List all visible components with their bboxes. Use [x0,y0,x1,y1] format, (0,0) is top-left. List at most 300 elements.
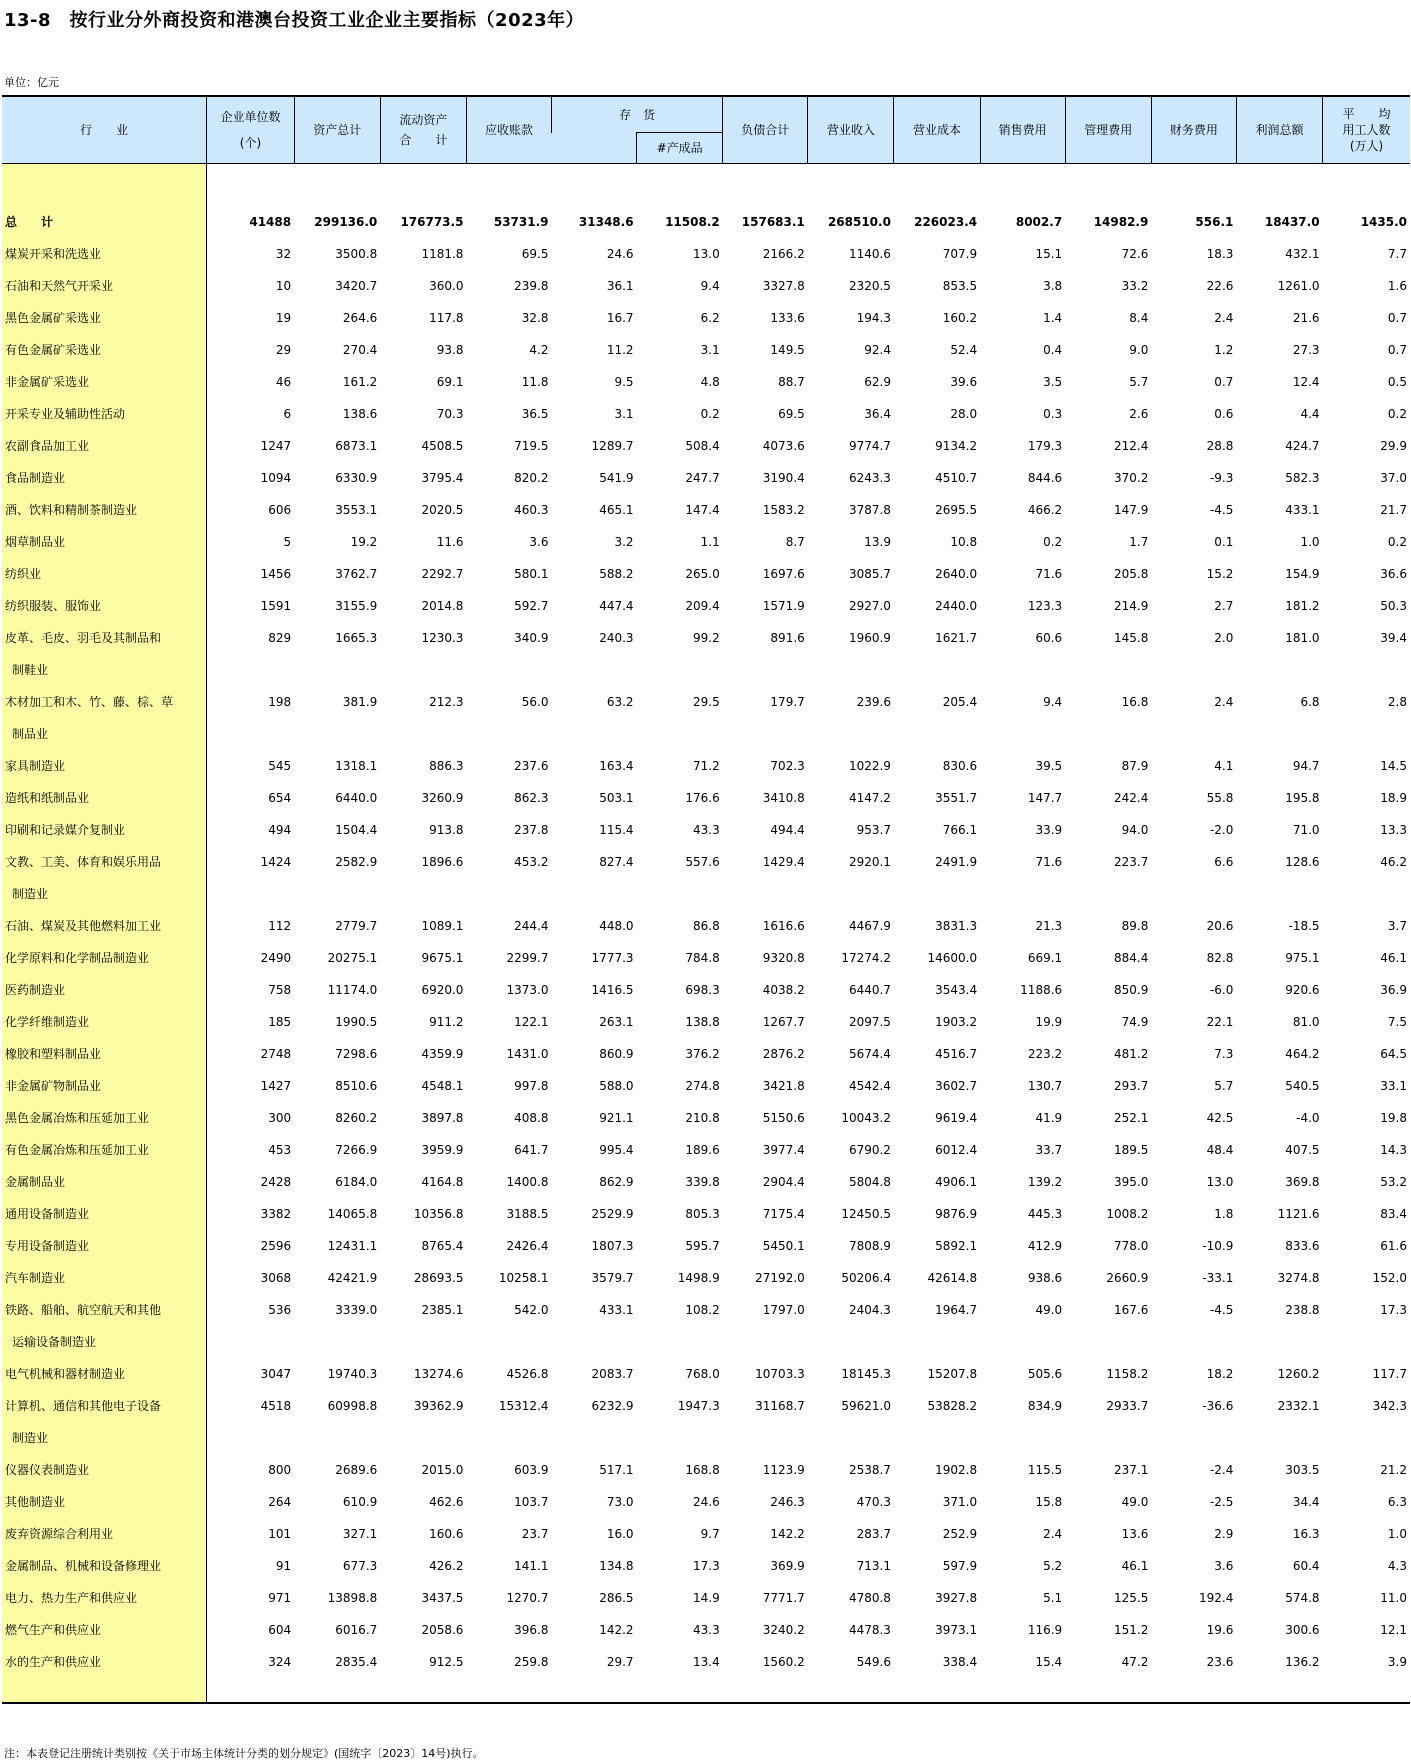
empty-cell [894,870,980,902]
spacer-cell [1065,164,1151,199]
industry-name-cell: 汽车制造业 [2,1254,207,1286]
value-cell: 283.7 [856,1527,891,1541]
empty-cell [637,710,723,742]
value-cell: 134.8 [599,1559,634,1573]
value-cell: 3240.2 [762,1623,805,1637]
table-row-continuation [2,646,1410,678]
value-cell: 503.1 [599,791,634,805]
value-cell: 34.4 [1292,1495,1320,1509]
value-cell: 0.4 [1043,343,1063,357]
value-cell: 16.0 [606,1527,634,1541]
value-cell: 160.6 [429,1527,464,1541]
value-cell: 1990.5 [335,1015,378,1029]
value-cell: 371.0 [942,1495,978,1509]
value-cell: 805.3 [685,1207,720,1221]
value-cell: 6232.9 [591,1399,634,1413]
value-cell: 5450.1 [762,1239,805,1253]
value-cell: 2529.9 [591,1207,634,1221]
value-cell: 768.0 [685,1367,720,1381]
value-cell: 0.2 [700,407,720,421]
value-cell: 13.3 [1380,823,1407,837]
value-cell: 1777.3 [591,951,634,965]
value-cell: 610.9 [342,1495,378,1509]
value-cell: 595.7 [685,1239,720,1253]
empty-cell [723,710,808,742]
value-cell: 1416.5 [591,983,634,997]
value-cell: 6790.2 [848,1143,891,1157]
value-cell: 39.5 [1035,759,1063,773]
value-cell: 1960.9 [848,631,891,645]
industry-name-cell: 仪器仪表制造业 [2,1446,207,1478]
value-cell: 18.9 [1380,791,1407,805]
value-cell: 145.8 [1113,631,1149,645]
value-cell: 22.1 [1206,1015,1234,1029]
table-row [2,390,1410,422]
value-cell: 464.2 [1285,1047,1320,1061]
value-cell: 517.1 [599,1463,634,1477]
value-cell: 10 [275,279,292,293]
value-cell: 997.8 [514,1079,549,1093]
value-cell: 2292.7 [421,567,464,581]
value-cell: 48.4 [1206,1143,1234,1157]
value-cell: 2596 [260,1239,292,1253]
value-cell: 6440.0 [335,791,378,805]
value-cell: 3897.8 [421,1111,464,1125]
industry-name-cell: 金属制品业 [2,1158,207,1190]
value-cell: 33.7 [1035,1143,1063,1157]
value-cell: 582.3 [1285,471,1320,485]
value-cell: 536 [268,1303,292,1317]
value-cell: 3602.7 [935,1079,978,1093]
value-cell: 719.5 [514,439,549,453]
value-cell: 1.6 [1387,279,1407,293]
value-cell: 23.7 [521,1527,549,1541]
industry-name-cell: 废弃资源综合利用业 [2,1510,207,1542]
value-cell: 1903.2 [935,1015,978,1029]
total-row [2,198,1410,230]
value-cell: 1947.3 [677,1399,720,1413]
value-cell: 303.5 [1285,1463,1320,1477]
empty-cell [552,1414,637,1446]
value-cell: 244.4 [514,919,549,933]
table-row [2,1510,1410,1542]
value-cell: 115.4 [599,823,634,837]
value-cell: 4780.8 [848,1591,891,1605]
value-cell: 136.2 [1285,1655,1320,1669]
value-cell: 481.2 [1113,1047,1149,1061]
industry-name-cell: 有色金属矿采选业 [2,326,207,358]
header-revenue: 营业收入 [808,96,894,164]
value-cell: 3339.0 [335,1303,378,1317]
empty-cell [380,1318,466,1350]
value-cell: 214.9 [1113,599,1149,613]
value-cell: 147.4 [685,503,720,517]
value-cell: 448.0 [599,919,634,933]
end-cell [1236,1670,1322,1703]
value-cell: 15312.4 [498,1399,549,1413]
indicator-table-container [2,95,1410,1704]
value-cell: 3.2 [614,535,634,549]
value-cell: 0.2 [1387,407,1407,421]
value-cell: 53731.9 [493,215,549,229]
header-admin-expenses: 管理费用 [1065,96,1151,164]
value-cell: 70.3 [436,407,464,421]
spacer-cell [380,164,466,199]
value-cell: 6.3 [1387,1495,1407,1509]
value-cell: 89.8 [1121,919,1149,933]
value-cell: 9876.9 [935,1207,978,1221]
value-cell: 2.6 [1129,407,1149,421]
value-cell: 4467.9 [848,919,891,933]
empty-cell [1151,1318,1236,1350]
value-cell: 542.0 [514,1303,549,1317]
value-cell: 2538.7 [848,1463,891,1477]
empty-cell [894,710,980,742]
value-cell: 3068 [260,1271,292,1285]
empty-cell [723,870,808,902]
value-cell: 17274.2 [841,951,891,965]
value-cell: 17.3 [1380,1303,1407,1317]
value-cell: 853.5 [942,279,978,293]
value-cell: 1181.8 [421,247,464,261]
value-cell: 46.1 [1380,951,1407,965]
value-cell: -2.5 [1209,1495,1234,1509]
value-cell: 3260.9 [421,791,464,805]
value-cell: 23.6 [1206,1655,1234,1669]
value-cell: 1140.6 [848,247,891,261]
value-cell: 14.9 [693,1591,720,1605]
value-cell: 189.6 [685,1143,720,1157]
value-cell: 1456 [260,567,292,581]
value-cell: 2299.7 [506,951,549,965]
value-cell: 6873.1 [335,439,378,453]
value-cell: 69.5 [778,407,805,421]
value-cell: 886.3 [429,759,464,773]
value-cell: 342.3 [1372,1399,1407,1413]
value-cell: 36.9 [1380,983,1407,997]
value-cell: 46.1 [1121,1559,1149,1573]
empty-cell [808,1414,894,1446]
value-cell: 975.1 [1285,951,1320,965]
value-cell: 181.0 [1285,631,1320,645]
value-cell: 2058.6 [421,1623,464,1637]
value-cell: 3382 [260,1207,292,1221]
industry-name-cell: 农副食品加工业 [2,422,207,454]
industry-name-cell: 石油和天然气开采业 [2,262,207,294]
industry-name-cell: 黑色金属矿采选业 [2,294,207,326]
empty-cell [380,710,466,742]
empty-cell [466,870,551,902]
value-cell: 778.0 [1113,1239,1149,1253]
empty-cell [894,1318,980,1350]
empty-cell [1323,870,1410,902]
value-cell: 2920.1 [848,855,891,869]
header-inventory: 存 货 [552,96,723,133]
value-cell: 179.3 [1027,439,1063,453]
value-cell: 827.4 [599,855,634,869]
value-cell: 2385.1 [421,1303,464,1317]
value-cell: 286.5 [599,1591,634,1605]
end-cell [380,1670,466,1703]
value-cell: 829 [268,631,292,645]
value-cell: 9.7 [700,1527,720,1541]
value-cell: 2.8 [1387,695,1407,709]
value-cell: 142.2 [770,1527,805,1541]
value-cell: 238.8 [1285,1303,1320,1317]
value-cell: 4516.7 [935,1047,978,1061]
table-row [2,1382,1410,1414]
value-cell: 2582.9 [335,855,378,869]
value-cell: 884.4 [1113,951,1149,965]
value-cell: 2440.0 [935,599,978,613]
value-cell: 259.8 [514,1655,549,1669]
value-cell: 2748 [260,1047,292,1061]
value-cell: 37.0 [1380,471,1407,485]
value-cell: 713.1 [856,1559,891,1573]
value-cell: 557.6 [685,855,720,869]
value-cell: 433.1 [599,1303,634,1317]
value-cell: 15.4 [1035,1655,1063,1669]
value-cell: 3977.4 [762,1143,805,1157]
value-cell: 707.9 [942,247,978,261]
value-cell: 4359.9 [421,1047,464,1061]
value-cell: 138.8 [685,1015,720,1029]
value-cell: 42421.9 [327,1271,378,1285]
value-cell: 50.3 [1380,599,1407,613]
value-cell: 541.9 [599,471,634,485]
value-cell: 73.0 [606,1495,634,1509]
industry-name-cell: 橡胶和塑料制品业 [2,1030,207,1062]
empty-cell [207,870,294,902]
value-cell: 154.9 [1285,567,1320,581]
value-cell: 432.1 [1285,247,1320,261]
table-row-continuation [2,1318,1410,1350]
industry-name-continuation: 制品业 [2,710,207,742]
value-cell: 13898.8 [327,1591,378,1605]
value-cell: 41.9 [1035,1111,1063,1125]
empty-cell [1065,870,1151,902]
value-cell: -2.0 [1209,823,1234,837]
value-cell: 1.4 [1043,311,1063,325]
value-cell: 698.3 [685,983,720,997]
value-cell: 588.0 [599,1079,634,1093]
value-cell: 844.6 [1027,471,1063,485]
value-cell: -36.6 [1202,1399,1234,1413]
header-finished-goods: #产成品 [637,133,723,164]
industry-name-cell: 金属制品、机械和设备修理业 [2,1542,207,1574]
value-cell: 433.1 [1285,503,1320,517]
value-cell: 19.9 [1035,1015,1063,1029]
value-cell: 117.7 [1372,1367,1407,1381]
value-cell: 702.3 [770,759,805,773]
value-cell: 494.4 [770,823,805,837]
industry-name-cell: 食品制造业 [2,454,207,486]
value-cell: 4.2 [529,343,549,357]
value-cell: 1089.1 [421,919,464,933]
value-cell: 2.7 [1214,599,1234,613]
value-cell: 654 [268,791,292,805]
value-cell: 1571.9 [762,599,805,613]
value-cell: 370.2 [1113,471,1149,485]
spacer-cell [894,164,980,199]
value-cell: 4.1 [1214,759,1234,773]
value-cell: 103.7 [514,1495,549,1509]
end-cell [552,1670,637,1703]
value-cell: 20.6 [1206,919,1234,933]
value-cell: 117.8 [429,311,464,325]
table-row [2,358,1410,390]
industry-name-cell: 非金属矿采选业 [2,358,207,390]
value-cell: 21.7 [1380,503,1407,517]
value-cell: 2428 [260,1175,292,1189]
table-row [2,1286,1410,1318]
value-cell: 938.6 [1027,1271,1063,1285]
end-cell [637,1670,723,1703]
value-cell: 39362.9 [413,1399,464,1413]
value-cell: 6 [283,407,292,421]
table-row [2,1446,1410,1478]
value-cell: 53828.2 [927,1399,978,1413]
value-cell: 588.2 [599,567,634,581]
value-cell: 2020.5 [421,503,464,517]
value-cell: 1121.6 [1277,1207,1320,1221]
value-cell: 8.7 [785,535,805,549]
empty-cell [808,646,894,678]
industry-name-cell: 专用设备制造业 [2,1222,207,1254]
value-cell: 465.1 [599,503,634,517]
value-cell: 5804.8 [848,1175,891,1189]
value-cell: 830.6 [942,759,978,773]
value-cell: 953.7 [856,823,891,837]
empty-cell [1151,1414,1236,1446]
industry-name-cell: 化学原料和化学制品制造业 [2,934,207,966]
value-cell: 369.8 [1285,1175,1320,1189]
empty-cell [1323,1318,1410,1350]
value-cell: 209.4 [685,599,720,613]
end-cell [980,1670,1065,1703]
value-cell: 5 [283,535,292,549]
empty-cell [1323,646,1410,678]
value-cell: 7.5 [1387,1015,1407,1029]
value-cell: 39.6 [950,375,978,389]
empty-cell [723,646,808,678]
value-cell: 1094 [260,471,292,485]
value-cell: 4147.2 [848,791,891,805]
value-cell: 138.6 [342,407,378,421]
industry-name-cell: 电力、热力生产和供应业 [2,1574,207,1606]
value-cell: -10.9 [1202,1239,1234,1253]
value-cell: 300.6 [1285,1623,1320,1637]
value-cell: 4510.7 [935,471,978,485]
value-cell: 29.9 [1380,439,1407,453]
value-cell: 157683.1 [741,215,805,229]
value-cell: 53.2 [1380,1175,1407,1189]
value-cell: 1.1 [700,535,720,549]
value-cell: 11.0 [1380,1591,1407,1605]
value-cell: 5.7 [1129,375,1149,389]
spacer-cell [808,164,894,199]
value-cell: 49.0 [1035,1303,1063,1317]
table-row [2,1606,1410,1638]
empty-cell [1236,710,1322,742]
spacer-row [2,164,1410,199]
industry-name-cell: 黑色金属冶炼和压延加工业 [2,1094,207,1126]
value-cell: 1022.9 [848,759,891,773]
value-cell: 36.5 [521,407,549,421]
value-cell: 3795.4 [421,471,464,485]
value-cell: 36.1 [606,279,634,293]
table-row [2,1350,1410,1382]
value-cell: 10.8 [950,535,978,549]
value-cell: 24.6 [693,1495,720,1509]
value-cell: 592.7 [514,599,549,613]
table-end-row [2,1670,1410,1703]
value-cell: 2097.5 [848,1015,891,1029]
value-cell: 1424 [260,855,292,869]
industry-name-cell: 其他制造业 [2,1478,207,1510]
value-cell: 2689.6 [335,1463,378,1477]
value-cell: 3421.8 [762,1079,805,1093]
spacer-cell [207,164,294,199]
value-cell: 42614.8 [927,1271,978,1285]
header-unit-count: 企业单位数 (个) [207,96,294,164]
value-cell: 360.0 [429,279,464,293]
spacer-cell [466,164,551,199]
table-row [2,1478,1410,1510]
value-cell: 212.3 [429,695,464,709]
value-cell: 71.0 [1292,823,1320,837]
end-cell [207,1670,294,1703]
value-cell: 22.6 [1206,279,1234,293]
value-cell: 0.2 [1387,535,1407,549]
value-cell: 142.2 [599,1623,634,1637]
spacer-cell [2,164,207,199]
empty-cell [552,1318,637,1350]
value-cell: 99.2 [693,631,720,645]
value-cell: 3085.7 [848,567,891,581]
industry-name-continuation: 制造业 [2,1414,207,1446]
value-cell: 9134.2 [935,439,978,453]
value-cell: 327.1 [342,1527,378,1541]
value-cell: 2.4 [1214,311,1234,325]
table-row [2,1190,1410,1222]
value-cell: 87.9 [1121,759,1149,773]
empty-cell [466,1414,551,1446]
value-cell: 1498.9 [677,1271,720,1285]
industry-name-cell: 纺织业 [2,550,207,582]
value-cell: 3500.8 [335,247,378,261]
value-cell: 4038.2 [762,983,805,997]
industry-name-cell: 家具制造业 [2,742,207,774]
empty-cell [380,1414,466,1446]
value-cell: 6.2 [700,311,720,325]
value-cell: 5.1 [1043,1591,1063,1605]
end-cell [808,1670,894,1703]
value-cell: -4.5 [1209,503,1234,517]
value-cell: 29.7 [606,1655,634,1669]
value-cell: 912.5 [429,1655,464,1669]
industry-name-cell: 木材加工和木、竹、藤、棕、草 [2,678,207,710]
industry-name-cell: 医药制造业 [2,966,207,998]
value-cell: 3420.7 [335,279,378,293]
value-cell: 4526.8 [506,1367,549,1381]
empty-cell [380,646,466,678]
value-cell: 2835.4 [335,1655,378,1669]
table-row [2,902,1410,934]
value-cell: 9.4 [700,279,720,293]
value-cell: 395.0 [1113,1175,1149,1189]
value-cell: 508.4 [685,439,720,453]
